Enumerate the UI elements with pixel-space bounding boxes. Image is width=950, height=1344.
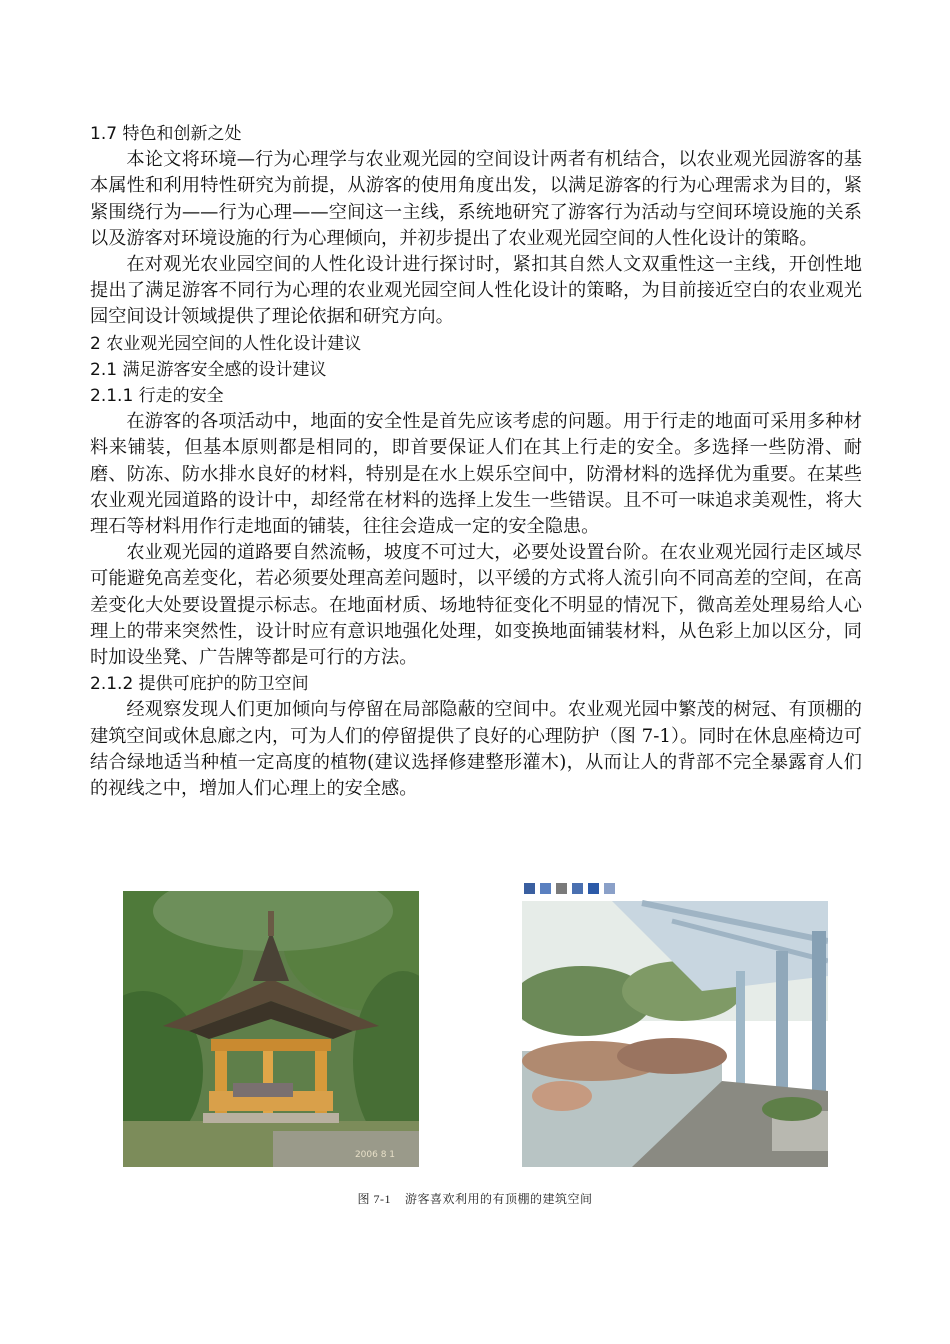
paragraph: 农业观光园的道路要自然流畅，坡度不可过大，必要处设置台阶。在农业观光园行走区域尽可能避免高差变化，若必须要处理高差问题时，以平缓的方式将人流引向不同高差的空间，在高差变化大处要设置提示标志。在地面材质、场地特征变化不明显的情况下，微高差处理易给人心理上的带来突然性，设计时应有意识地强化处理，如变换地面铺装材料，从色彩上加以区分，同时加设坐凳、广告牌等都是可行的方法。 [90, 542, 862, 669]
section-heading-1-7: 1.7 特色和创新之处 [90, 124, 242, 144]
figure-caption-text: 游客喜欢利用的有顶棚的建筑空间 [404, 1192, 593, 1206]
section-heading-2: 2 农业观光园空间的人性化设计建议 [90, 333, 362, 354]
figure-caption [0, 1190, 950, 1207]
copy-icon [540, 883, 551, 894]
pavilion-photo [123, 891, 419, 1167]
save-icon [524, 883, 535, 894]
figure-caption-label: 图 7-1 [357, 1192, 391, 1206]
edit-icon [604, 883, 615, 894]
covered-walkway-photo [522, 881, 828, 1167]
word-icon [588, 883, 599, 894]
section-heading-2-1-1: 2.1.1 行走的安全 [90, 386, 224, 407]
email-icon [572, 883, 583, 894]
section-heading-2-1: 2.1 满足游客安全感的设计建议 [90, 359, 327, 380]
paragraph: 经观察发现人们更加倾向与停留在局部隐蔽的空间中。农业观光园中繁茂的树冠、有顶棚的建筑空间或休息廊之内，可为人们的停留提供了良好的心理防护（图 7-1）。同时在休息座椅边可结合绿地适当种植一定高度的植物(建议选择修建整形灌木)，从而让人的背部不完全暴露育人们的视线之中，增加人们心理上的安全感。 [90, 699, 862, 800]
paragraph: 在对观光农业园空间的人性化设计进行探讨时，紧扣其自然人文双重性这一主线，开创性地提出了满足游客不同行为心理的农业观光园空间人性化设计的策略，为目前接近空白的农业观光园空间设计领域提供了理论依据和研究方向。 [90, 254, 862, 328]
document-body [90, 121, 862, 802]
print-icon [556, 883, 567, 894]
section-heading-2-1-2: 2.1.2 提供可庇护的防卫空间 [90, 674, 309, 695]
paragraph: 在游客的各项活动中，地面的安全性是首先应该考虑的问题。用于行走的地面可采用多种材料来铺装，但基本原则都是相同的，即首要保证人们在其上行走的安全。多选择一些防滑、耐磨、防冻、防水排水良好的材料，特别是在水上娱乐空间中，防滑材料的选择优为重要。在某些农业观光园道路的设计中，却经常在材料的选择上发生一些错误。且不可一味追求美观性，将大理石等材料用作行走地面的铺装，往往会造成一定的安全隐患。 [90, 411, 862, 538]
paragraph: 本论文将环境—行为心理学与农业观光园的空间设计两者有机结合，以农业观光园游客的基本属性和利用特性研究为前提，从游客的使用角度出发，以满足游客的行为心理需求为目的，紧紧围绕行为——行为心理——空间这一主线，系统地研究了游客行为活动与空间环境设施的关系以及游客对环境设施的行为心理倾向，并初步提出了农业观光园空间的人性化设计的策略。 [90, 149, 862, 249]
photo-datestamp: 2006 8 1 [354, 1150, 396, 1160]
